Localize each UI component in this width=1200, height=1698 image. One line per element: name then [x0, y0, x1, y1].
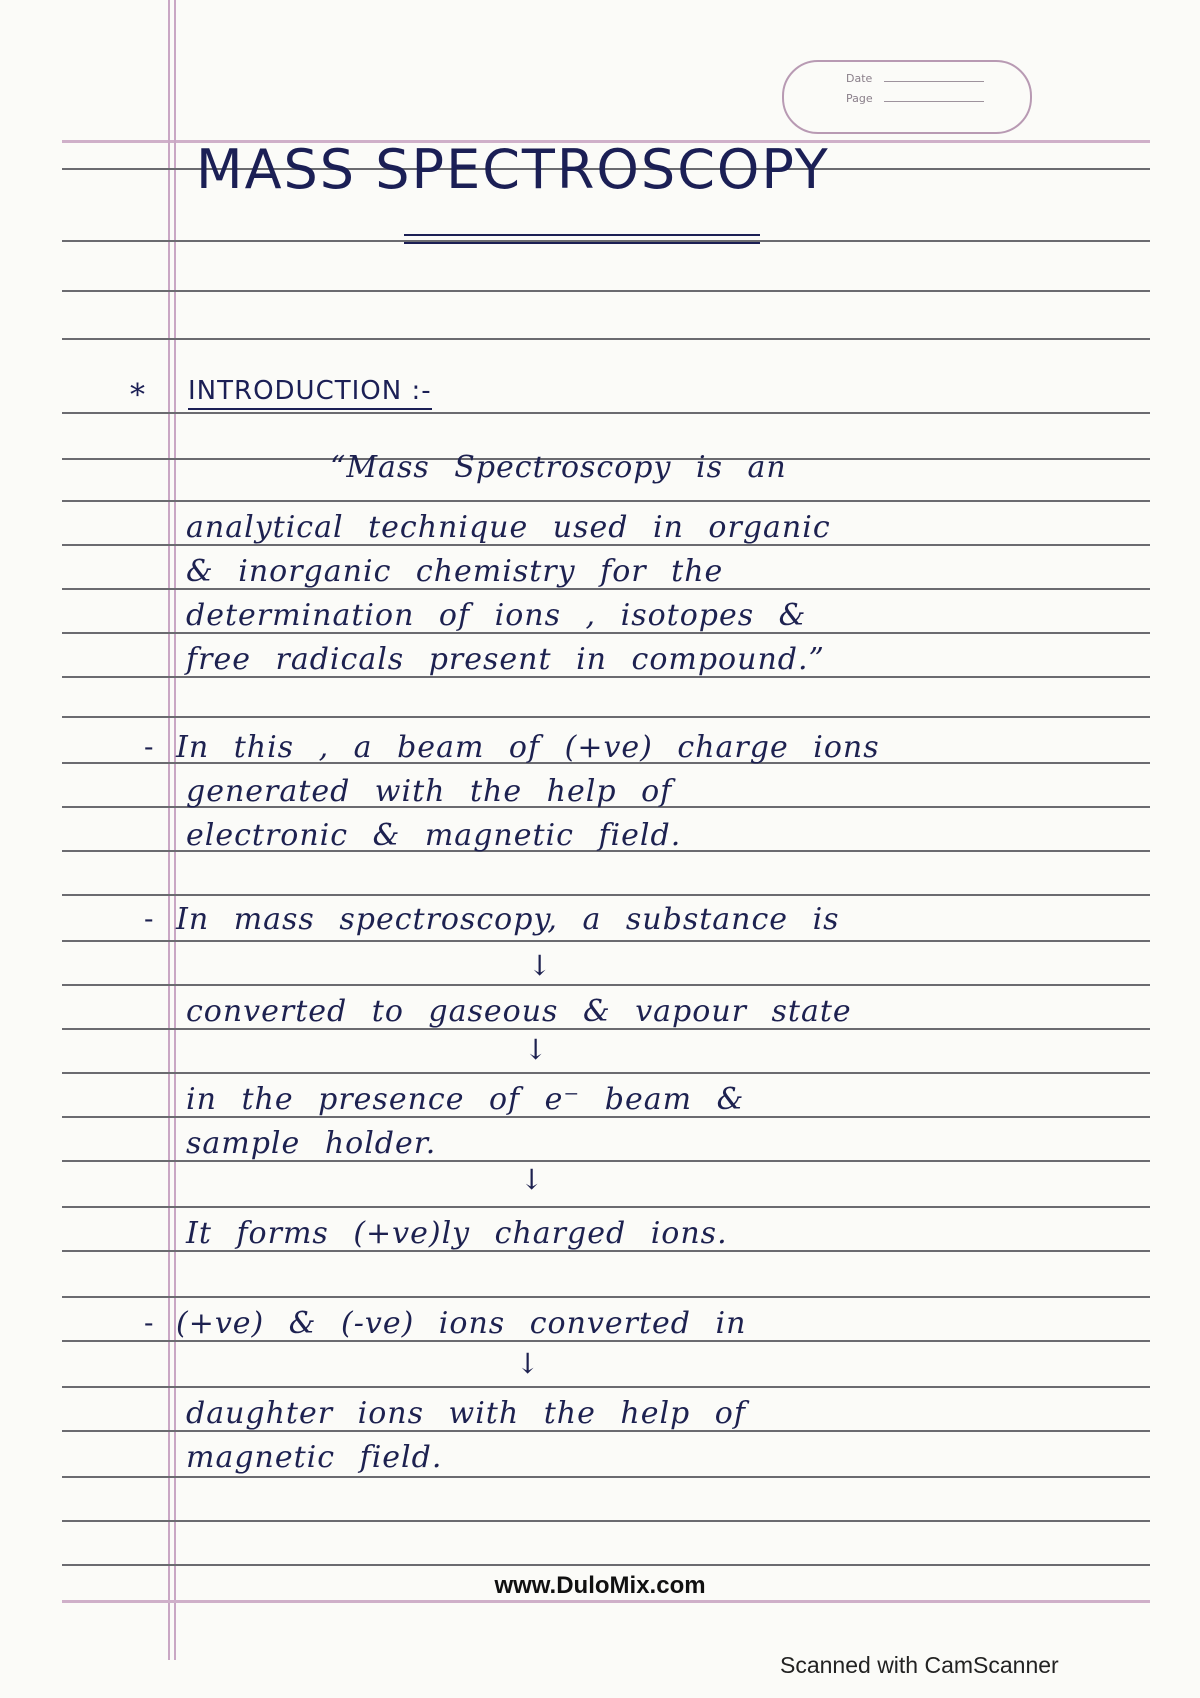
text-line: “Mass Spectroscopy is an — [330, 450, 787, 485]
text-line: converted to gaseous & vapour state — [186, 994, 852, 1029]
flow-arrow: ↓ — [528, 949, 552, 982]
text-line: determination of ions , isotopes & — [186, 598, 807, 633]
flow-arrow: ↓ — [524, 1033, 548, 1066]
text-line: In mass spectroscopy, a substance is — [176, 902, 840, 937]
section-heading: INTRODUCTION :- — [188, 376, 432, 410]
text-line: (+ve) & (-ve) ions converted in — [176, 1306, 747, 1341]
rule-line — [62, 940, 1150, 942]
flow-arrow: ↓ — [516, 1347, 540, 1380]
rule-line — [62, 1296, 1150, 1298]
point-marker: - — [144, 730, 154, 763]
text-line: analytical technique used in organic — [186, 510, 831, 545]
rule-line — [62, 1476, 1150, 1478]
page-label: Page — [846, 92, 873, 105]
margin-line — [174, 0, 176, 1660]
text-line: daughter ions with the help of — [186, 1396, 746, 1431]
text-line: electronic & magnetic field. — [186, 818, 682, 853]
rule-line — [62, 412, 1150, 414]
rule-line — [62, 1564, 1150, 1566]
page-line — [884, 101, 984, 102]
date-line — [884, 81, 984, 82]
margin-line — [168, 0, 170, 1660]
rule-line — [62, 894, 1150, 896]
rule-line — [62, 290, 1150, 292]
point-marker: - — [144, 1306, 154, 1339]
rule-line — [62, 500, 1150, 502]
text-line: It forms (+ve)ly charged ions. — [186, 1216, 728, 1251]
rule-line — [62, 1072, 1150, 1074]
text-line: free radicals present in compound.” — [186, 642, 825, 677]
bottom-margin-band — [62, 1600, 1150, 1603]
rule-line — [62, 716, 1150, 718]
watermark-site: www.DuloMix.com — [494, 1572, 706, 1599]
rule-line — [62, 984, 1150, 986]
rule-line — [62, 1386, 1150, 1388]
rule-line — [62, 1520, 1150, 1522]
date-label: Date — [846, 72, 873, 85]
text-line: & inorganic chemistry for the — [186, 554, 724, 589]
title-underline — [404, 234, 760, 236]
rule-line — [62, 1206, 1150, 1208]
text-line: sample holder. — [186, 1126, 437, 1161]
page-title: MASS SPECTROSCOPY — [196, 138, 830, 201]
rule-line — [62, 338, 1150, 340]
title-underline — [404, 242, 760, 244]
point-marker: - — [144, 902, 154, 935]
text-line: In this , a beam of (+ve) charge ions — [176, 730, 880, 765]
bullet-star: * — [130, 378, 145, 413]
date-page-box — [782, 60, 1032, 134]
scanner-credit: Scanned with CamScanner — [780, 1652, 1059, 1678]
flow-arrow: ↓ — [520, 1163, 544, 1196]
text-line: generated with the help of — [186, 774, 673, 809]
text-line: magnetic field. — [186, 1440, 443, 1475]
text-line: in the presence of e⁻ beam & — [186, 1082, 745, 1117]
